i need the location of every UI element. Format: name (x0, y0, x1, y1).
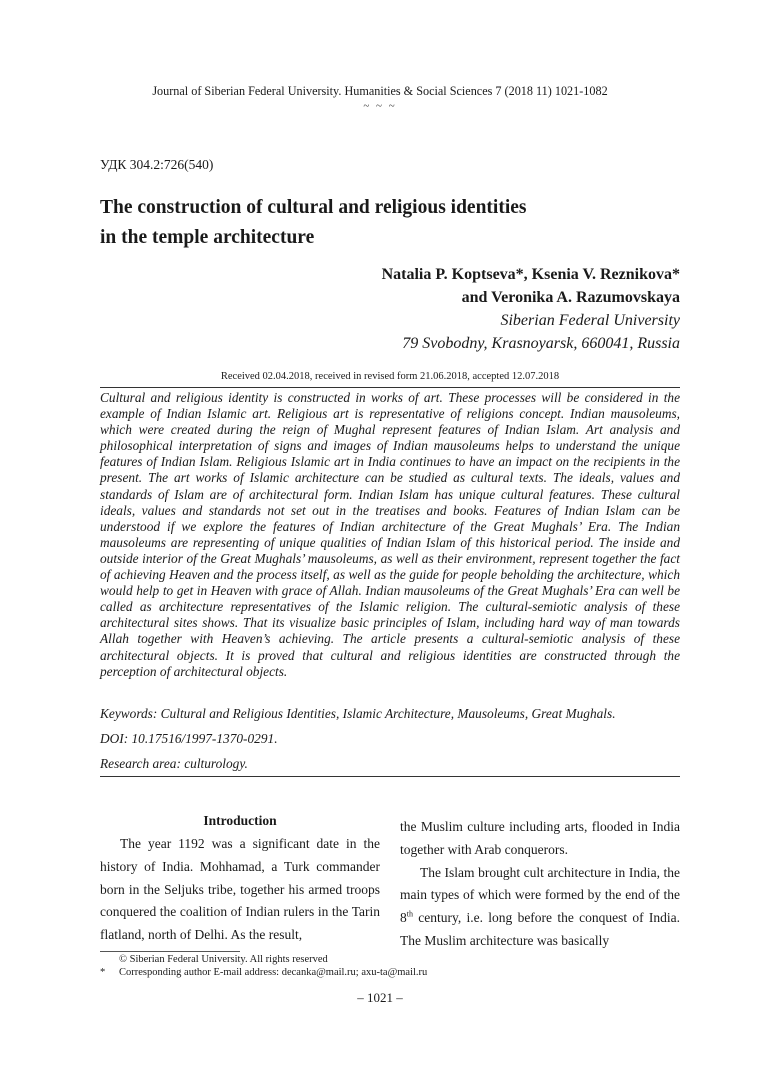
ordinal-suffix: th (406, 909, 413, 919)
paragraph-text: century, i.e. long before the conquest of India. The Muslim architecture was basically (400, 910, 680, 948)
paragraph: The year 1192 was a significant date in the history of India. Mohhamad, a Turk commander born in the Seljuks tribe, together his armed troops conquered the coalition of Indian rulers in the Tarin flatland, north of Delhi. As the result, (100, 836, 380, 943)
section-heading-introduction: Introduction (203, 813, 277, 828)
author-block (382, 263, 680, 355)
header-ornament: ~ ~ ~ (363, 100, 397, 112)
paragraph (400, 862, 680, 953)
abstract-bottom-rule (100, 776, 680, 777)
body-column-left (100, 812, 380, 947)
journal-header: Journal of Siberian Federal University. Humanities & Social Sciences 7 (2018 11) 1021-1082 (152, 84, 608, 98)
address: 79 Svobodny, Krasnoyarsk, 660041, Russia (402, 335, 680, 352)
affiliation: Siberian Federal University (500, 312, 680, 329)
abstract-top-rule (100, 387, 680, 388)
page-number: – 1021 – (357, 990, 403, 1005)
title-line-2: in the temple architecture (100, 227, 315, 248)
authors-line-1: Natalia P. Koptseva*, Ksenia V. Reznikova* (381, 266, 680, 283)
copyright-footnote: © Siberian Federal University. All rights reserved (119, 954, 328, 965)
keywords: Keywords: Cultural and Religious Identities, Islamic Architecture, Mausoleums, Great Mughals. (100, 706, 616, 721)
received-dates: Received 02.04.2018, received in revised form 21.06.2018, accepted 12.07.2018 (220, 371, 560, 382)
title-line-1: The construction of cultural and religious identities (100, 197, 527, 218)
paragraph-text: The Islam brought cult architecture in India, the main types of which were formed by the end of the 8 (400, 864, 680, 926)
footnote-mark: * (100, 967, 106, 978)
doi: DOI: 10.17516/1997-1370-0291. (100, 731, 278, 746)
body-column-right (400, 816, 680, 953)
corresponding-author-email: Corresponding author E-mail address: decanka@mail.ru; axu-ta@mail.ru (119, 967, 428, 978)
udk-code: УДК 304.2:726(540) (100, 157, 214, 172)
corresponding-footnote (100, 967, 427, 978)
article-title (100, 193, 660, 253)
authors-line-2: and Veronika A. Razumovskaya (461, 289, 680, 306)
footnote-rule (100, 951, 240, 952)
research-area: Research area: culturology. (100, 756, 248, 771)
paragraph: the Muslim culture including arts, flooded in India together with Arab conquerors. (400, 819, 680, 857)
abstract: Cultural and religious identity is constructed in works of art. These processes will be considered in the example of Indian Islamic art. Religious art is representative of religions concept. Indian mausoleums, which were created during the reign of Mughal represent features of Indian Islam. Art analysis and philosophical interpretation of signs and images of Indian mausoleums helps to understand the unique features of Indian Islam. Religious Islamic art in India continues to have an impact on the recipients in the present. The art works of Islamic architecture can be studied as cultural texts. The ideals, values and standards of Islam are of architectural form. Indian Islam has unique cultural features. These cultural ideals, values and standards not set out in the treatises and books. Features of Indian Islam can be understood if we explore the features of Indian architecture of the Great Mughals’ Era. The Indian mausoleums are representing of unique qualities of Indian Islam of this historical period. The inside and outside interior of the Great Mughals’ mausoleums, as well as their environment, represent together the fact of achieving Heaven and the process itself, as well as the guide for people beholding the architecture, which would help to get in Heaven with grace of Allah. Indian mausoleums of the Great Mughals’ Era can well be called as architecture representatives of the Islamic religion. The cultural-semiotic analysis of these architectural sites shows. That its visualize basic principles of Islam, including hard way of man towards Allah together with Heaven’s achieving. The article presents a cultural-semiotic analysis of these architectural objects. It is proved that cultural and religious identities are constructed through the perception of architectural objects. (100, 390, 680, 679)
